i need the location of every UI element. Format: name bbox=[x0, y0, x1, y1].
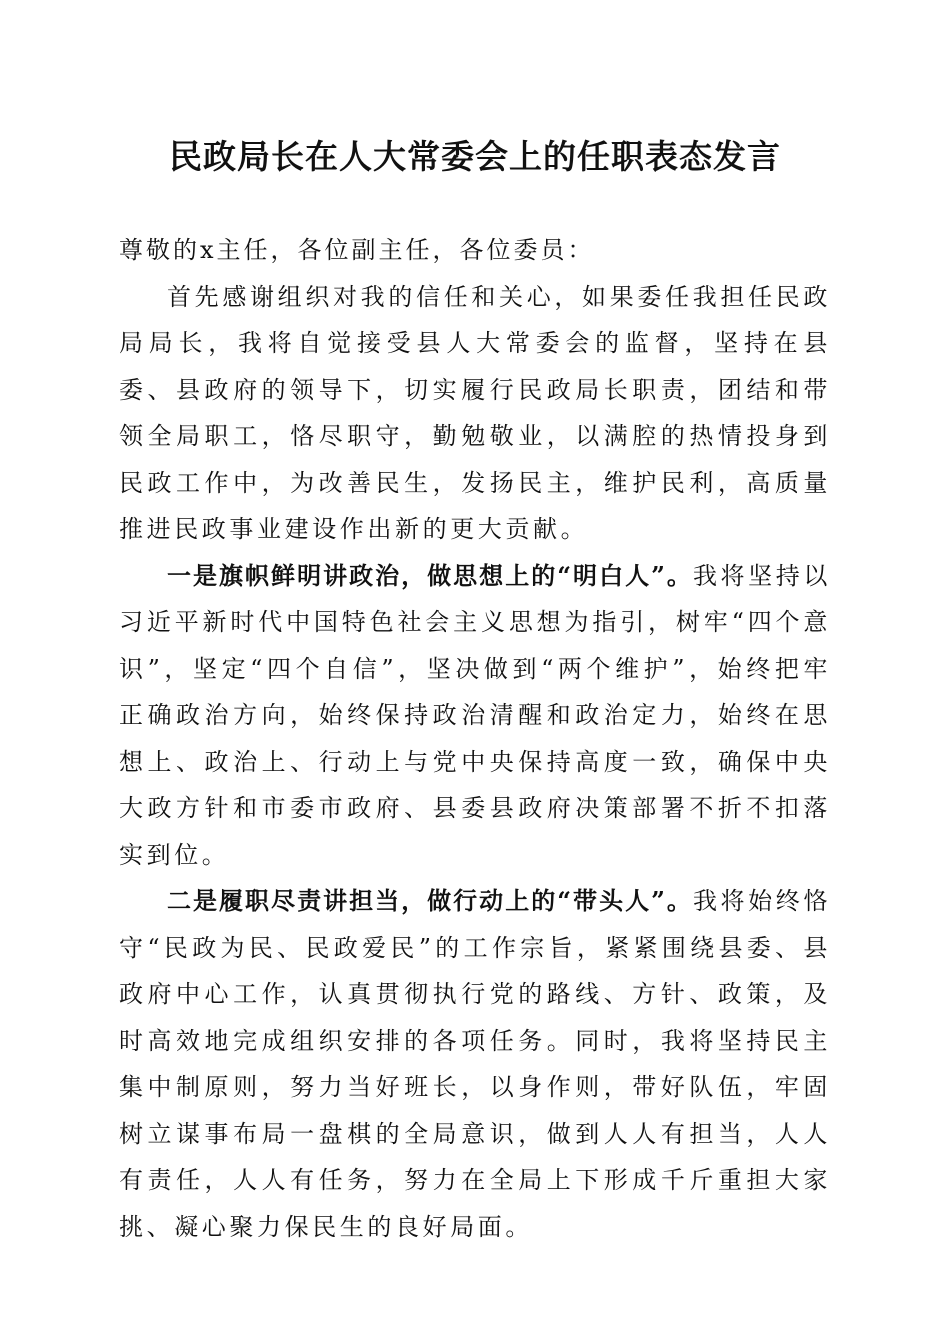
paragraph-lead: 一是旗帜鲜明讲政治，做思想上的“明白人”。 bbox=[167, 560, 693, 590]
paragraph-lead: 二是履职尽责讲担当，做行动上的“带头人”。 bbox=[167, 886, 693, 915]
paragraph-text: 我将始终恪守“民政为民、民政爱民”的工作宗旨，紧紧围绕县委、县政府中心工作，认真贯彻执行党的路线、方针、政策，及时高效地完成组织安排的各项任务。同时，我将坚持民主集中制原则，努力当好班长，以身作则，带好队伍，牢固树立谋事布局一盘棋的全局意识，做到人人有担当，人人有责任，人人有任务，努力在全局上下形成千斤重担大家挑、凝心聚力保民生的良好局面。 bbox=[119, 887, 831, 1241]
paragraph-point-one bbox=[119, 553, 831, 879]
salutation: 尊敬的x主任，各位副主任，各位委员： bbox=[119, 236, 595, 264]
paragraph-text: 我将坚持以习近平新时代中国特色社会主义思想为指引，树牢“四个意识”，坚定“四个自信”，坚决做到“两个维护”，始终把牢正确政治方向，始终保持政治清醒和政治定力，始终在思想上、政治上、行动上与党中央保持高度一致，确保中央大政方针和市委市政府、县委县政府决策部署不折不扣落实到位。 bbox=[119, 561, 831, 869]
paragraph-intro bbox=[119, 274, 831, 553]
document-body bbox=[119, 227, 831, 1250]
paragraph-text: 首先感谢组织对我的信任和关心，如果委任我担任民政局局长，我将自觉接受县人大常委会的监督，坚持在县委、县政府的领导下，切实履行民政局长职责，团结和带领全局职工，恪尽职守，勤勉敬业，以满腔的热情投身到民政工作中，为改善民生，发扬民主，维护民利，高质量推进民政事业建设作出新的更大贡献。 bbox=[119, 282, 831, 543]
paragraph-point-two bbox=[119, 878, 831, 1250]
document-title: 民政局长在人大常委会上的任职表态发言 bbox=[169, 137, 781, 176]
